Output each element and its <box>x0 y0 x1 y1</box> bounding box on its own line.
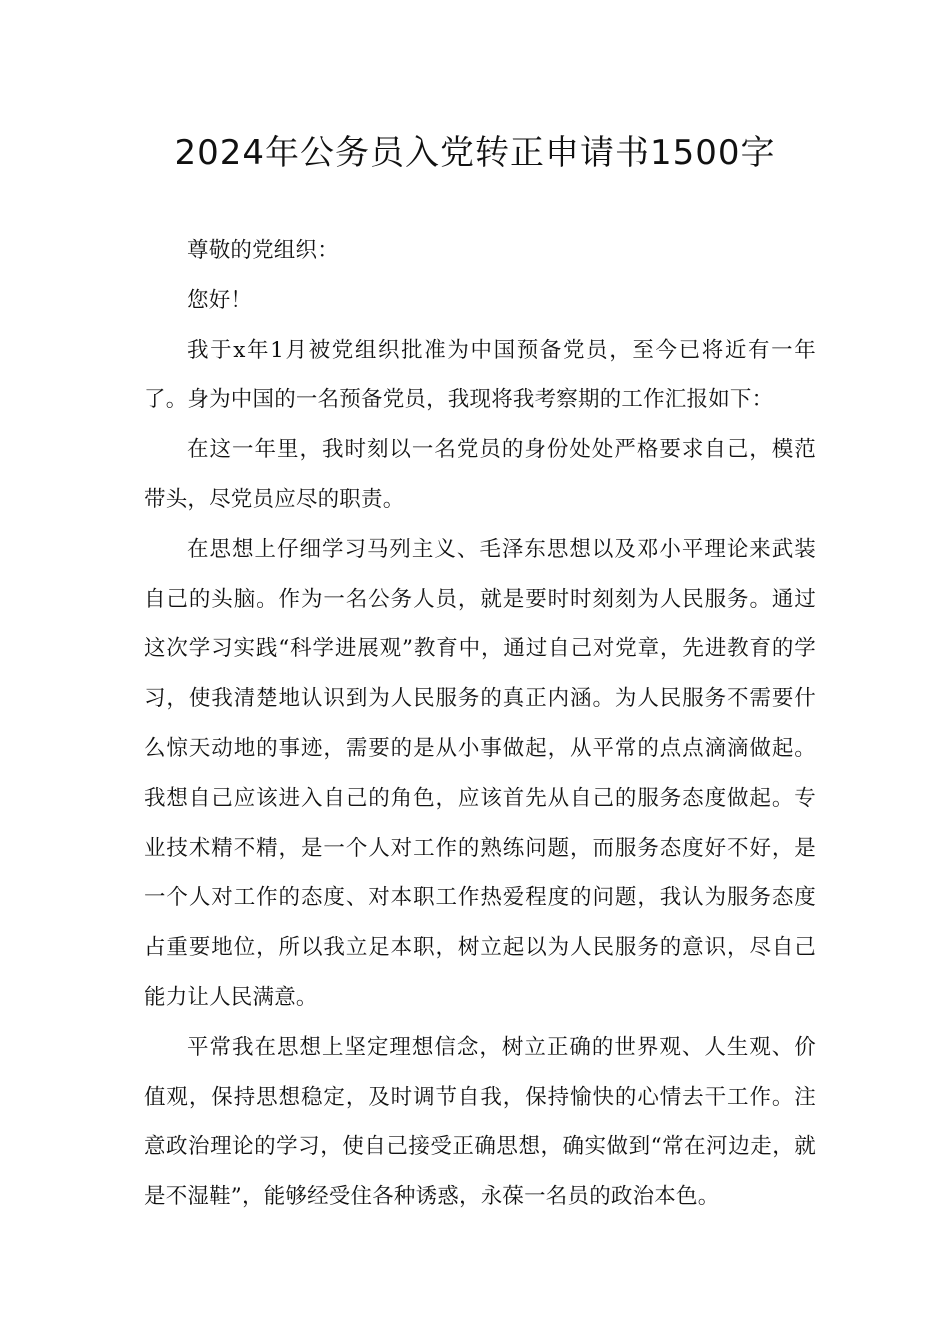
paragraph-ideology-study: 在思想上仔细学习马列主义、毛泽东思想以及邓小平理论来武装自己的头脑。作为一名公务人员，就是要时时刻刻为人民服务。通过这次学习实践“科学进展观”教育中，通过自己对党章，先进教育的学习，使我清楚地认识到为人民服务的真正内涵。为人民服务不需要什么惊天动地的事迹，需要的是从小事做起，从平常的点点滴滴做起。我想自己应该进入自己的角色，应该首先从自己的服务态度做起。专业技术精不精，是一个人对工作的熟练问题，而服务态度好不好，是一个人对工作的态度、对本职工作热爱程度的问题，我认为服务态度占重要地位，所以我立足本职，树立起以为人民服务的意识，尽自己能力让人民满意。 <box>144 536 816 1010</box>
greeting: 您好！ <box>187 287 253 313</box>
paragraph-year-summary: 在这一年里，我时刻以一名党员的身份处处严格要求自己，模范带头，尽党员应尽的职责。 <box>144 437 816 512</box>
document-title: 2024年公务员入党转正申请书1500字 <box>174 133 776 173</box>
salutation: 尊敬的党组织： <box>187 238 339 263</box>
document-body <box>144 226 816 1222</box>
paragraph-intro: 我于x年1月被党组织批准为中国预备党员，至今已将近有一年了。身为中国的一名预备党员，我现将我考察期的工作汇报如下： <box>144 337 816 413</box>
paragraph-beliefs: 平常我在思想上坚定理想信念，树立正确的世界观、人生观、价值观，保持思想稳定，及时调节自我，保持愉快的心情去干工作。注意政治理论的学习，使自己接受正确思想，确实做到“常在河边走，就是不湿鞋”，能够经受住各种诱惑，永葆一名员的政治本色。 <box>144 1034 816 1210</box>
